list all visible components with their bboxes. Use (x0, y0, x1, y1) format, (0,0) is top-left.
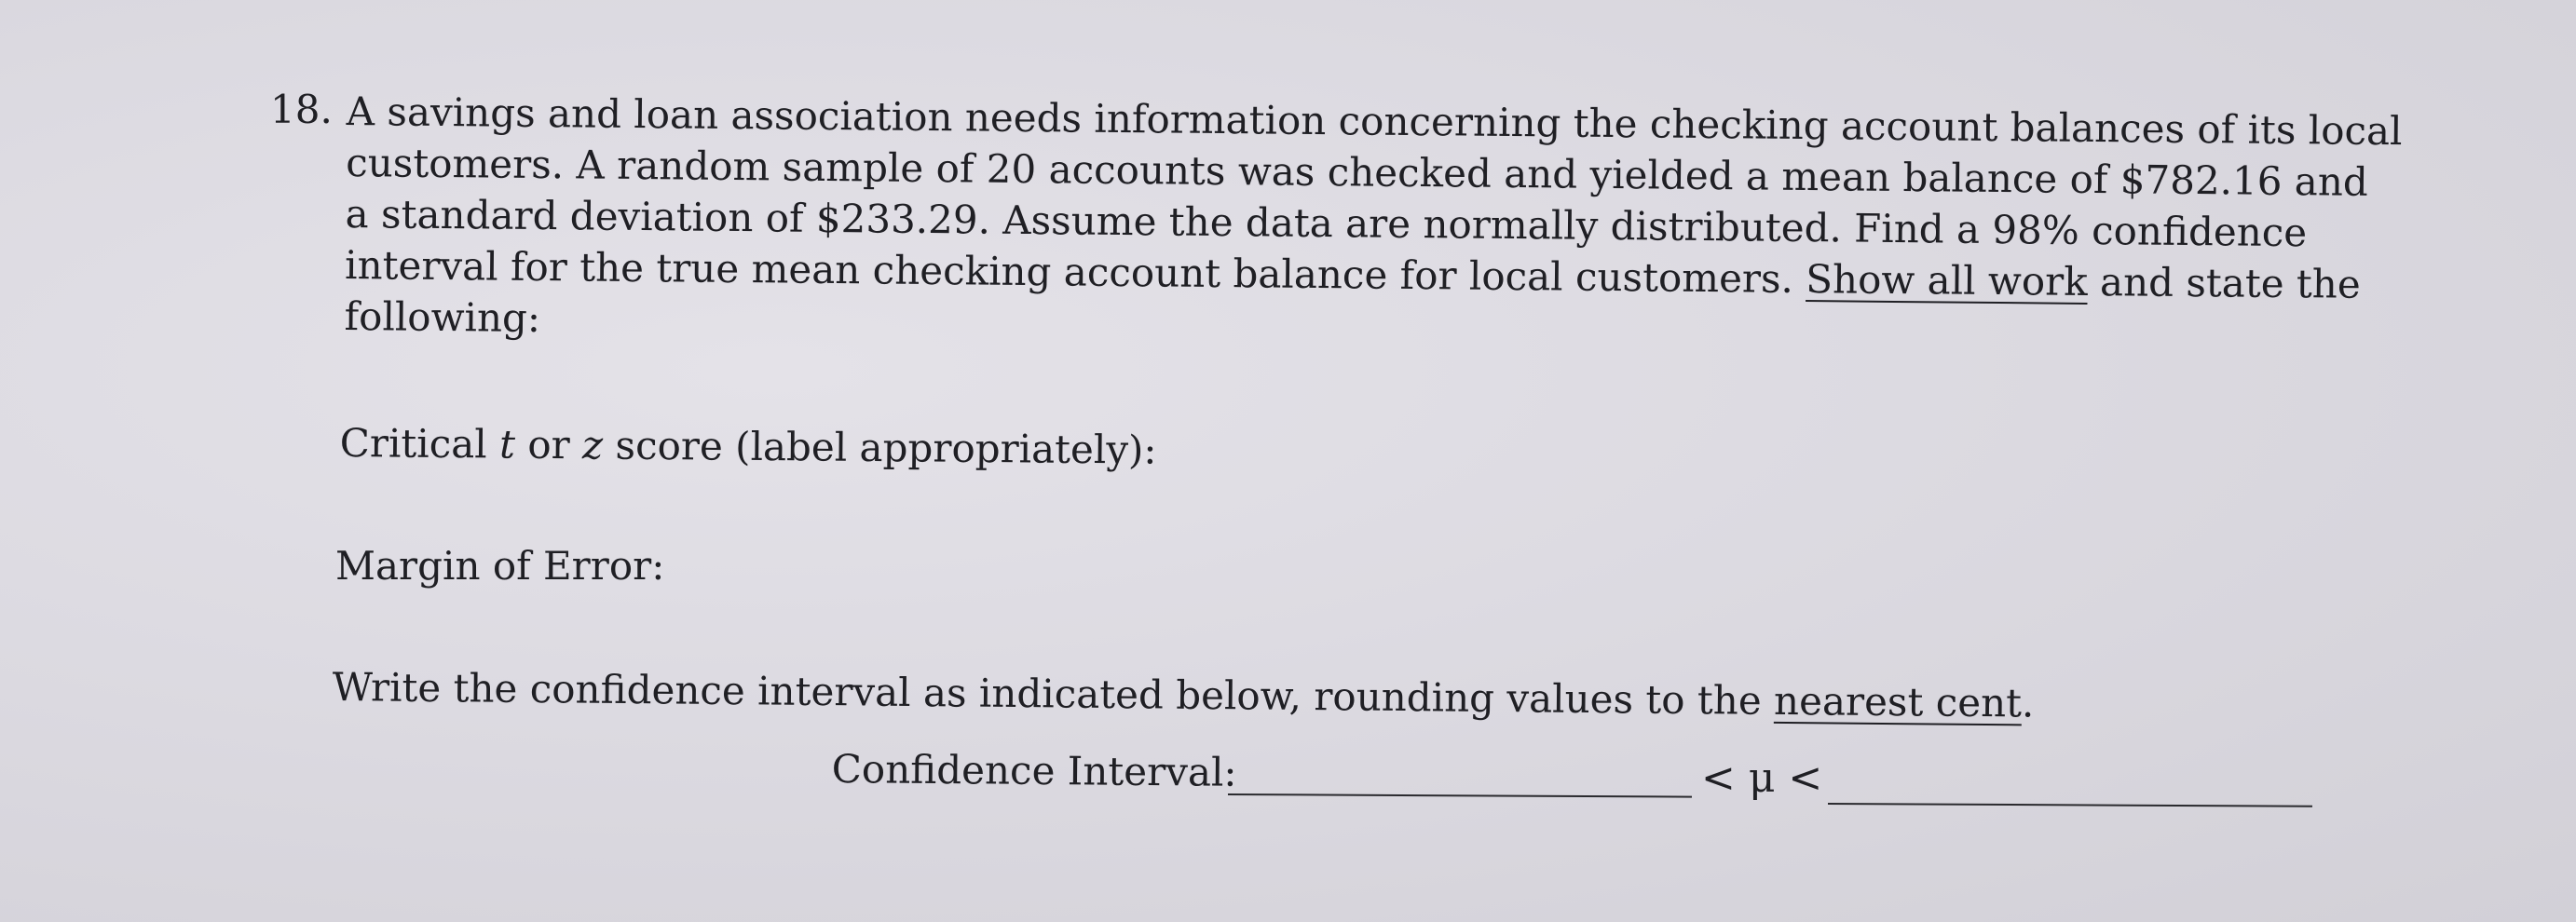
question-number: 18. (270, 87, 333, 132)
critical-pre: Critical (339, 419, 500, 468)
question-line-4-tail: and state the (2087, 258, 2361, 307)
question-line-2: customers. A random sample of 20 accounts was checked and yielded a mean balance of $782.16 and (345, 139, 2369, 205)
show-all-work-emphasis: Show all work (1806, 256, 2088, 305)
question-line-1: A savings and loan association needs information concerning the checking account balances of its local (346, 88, 2403, 155)
critical-t: t (498, 421, 516, 468)
question-text (344, 86, 2403, 360)
write-pre: Write the confidence interval as indicated below, rounding values to the (332, 663, 1775, 724)
critical-post: score (label appropriately): (602, 422, 1157, 473)
lower-bound-blank[interactable] (1228, 793, 1692, 798)
critical-z: z (581, 422, 604, 468)
write-interval-instruction (333, 663, 2035, 728)
mu-expression: < μ < (1701, 754, 1823, 802)
margin-of-error-prompt: Margin of Error: (335, 543, 665, 589)
confidence-interval-label: Confidence Interval: (831, 745, 1237, 795)
nearest-cent-emphasis: nearest cent (1773, 677, 2023, 726)
question-line-5: following: (344, 292, 541, 342)
critical-score-prompt (340, 419, 1157, 475)
write-post: . (2021, 680, 2035, 726)
upper-bound-blank[interactable] (1828, 803, 2312, 807)
question-line-4-text: interval for the true mean checking account balance for local customers. (344, 241, 1794, 302)
critical-or: or (514, 421, 583, 468)
question-line-3: a standard deviation of $233.29. Assume the data are normally distributed. Find a 98% confidence (345, 190, 2308, 256)
